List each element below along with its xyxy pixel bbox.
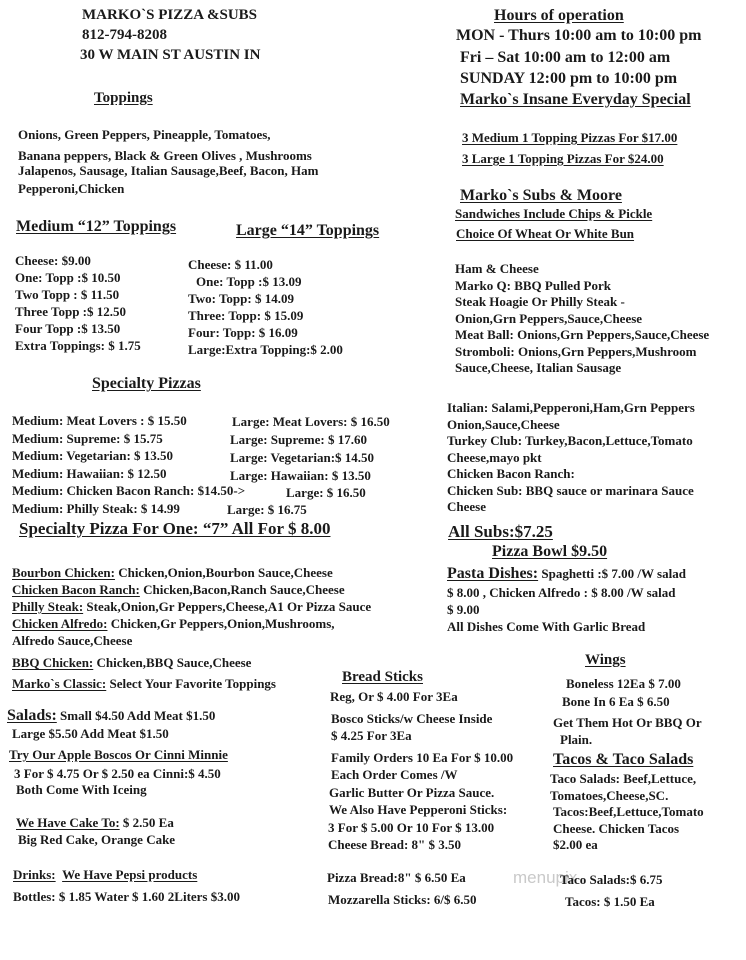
large-price: Cheese: $ 11.00 (188, 257, 273, 272)
watermark: menupix (513, 868, 578, 887)
tacos-item: Taco Salads: Beef,Lettuce, (550, 771, 697, 786)
special-large: 3 Large 1 Topping Pizzas For $24.00 (462, 151, 664, 166)
special-medium: 3 Medium 1 Topping Pizzas For $17.00 (462, 130, 678, 145)
cake-types: Big Red Cake, Orange Cake (18, 832, 176, 847)
large-price-list (188, 256, 343, 358)
subs-list-a (455, 261, 709, 377)
sub-item: Turkey Club: Turkey,Bacon,Lettuce,Tomato (447, 433, 693, 448)
sub-item: Stromboli: Onions,Grn Peppers,Mushroom (455, 343, 697, 359)
address: 30 W MAIN ST AUSTIN IN (80, 47, 261, 63)
toppings-title: Toppings (94, 90, 153, 106)
specialty-large-item: Large: Vegetarian:$ 14.50 (230, 450, 375, 465)
specialty-descriptions (12, 564, 371, 692)
sub-item: Marko Q: BBQ Pulled Pork (455, 277, 611, 293)
breadsticks-item: Family Orders 10 Ea For $ 10.00 (331, 749, 514, 765)
medium-price: Three Topp :$ 12.50 (15, 304, 127, 319)
specialty-medium-item: Medium: Philly Steak: $ 14.99 (12, 500, 180, 516)
sub-item: Chicken Bacon Ranch: (447, 466, 575, 481)
special-title: Marko`s Insane Everyday Special (460, 91, 691, 108)
hours-sunday: SUNDAY 12:00 pm to 10:00 pm (460, 70, 678, 87)
desc-text: Steak,Onion,Gr Peppers,Cheese,A1 Or Pizza Sauce (83, 599, 372, 614)
large-toppings-title: Large “14” Toppings (236, 222, 380, 239)
tacos-item: Tomatoes,Cheese,SC. (550, 787, 669, 803)
specialty-medium-item: Medium: Meat Lovers : $ 15.50 (12, 413, 187, 428)
desc-name: Chicken Alfredo: (12, 616, 108, 631)
toppings-line: Pepperoni,Chicken (18, 181, 125, 196)
tacos-price: Tacos: $ 1.50 Ea (565, 894, 655, 909)
pasta-note: All Dishes Come With Garlic Bread (447, 619, 646, 634)
tacos-title: Tacos & Taco Salads (553, 751, 694, 768)
desc-markos-classic (12, 675, 371, 692)
sub-item: Chicken Sub: BBQ sauce or marinara Sauce (447, 482, 694, 498)
wings-flavors: Get Them Hot Or BBQ Or (553, 715, 702, 730)
mozzarella-sticks-price: Mozzarella Sticks: 6/$ 6.50 (328, 892, 477, 907)
cake-price: $ 2.50 Ea (119, 815, 174, 830)
desc-chicken-alfredo (12, 615, 371, 632)
toppings-list (18, 127, 318, 196)
breadsticks-title: Bread Sticks (342, 669, 423, 685)
medium-price-list (15, 252, 141, 354)
breadsticks-item: Garlic Butter Or Pizza Sauce. (329, 784, 495, 800)
breadsticks-item: $ 4.25 For 3Ea (331, 728, 412, 743)
wings-boneless: Boneless 12Ea $ 7.00 (566, 676, 681, 691)
pasta-spaghetti: Spaghetti :$ 7.00 /W salad (538, 566, 686, 581)
subs-note-chips: Sandwiches Include Chips & Pickle (455, 206, 653, 221)
large-price: Large:Extra Topping:$ 2.00 (188, 342, 343, 357)
subs-title: Marko`s Subs & Moore (460, 187, 622, 204)
breadsticks-item: Each Order Comes /W (331, 767, 458, 782)
specialty-large-item: Large: $ 16.75 (227, 502, 307, 517)
specialty-large-item: Large: Supreme: $ 17.60 (230, 432, 367, 447)
specialty-title: Specialty Pizzas (92, 375, 201, 392)
pizza-bread-price: Pizza Bread:8" $ 6.50 Ea (327, 870, 466, 885)
wings-flavors-cont: Plain. (560, 732, 593, 747)
tacos-list (550, 771, 704, 854)
pasta-list (447, 584, 675, 635)
drinks-line (13, 867, 197, 882)
specialty-large-item: Large: Hawaiian: $ 13.50 (230, 468, 371, 483)
specialty-large-item: Large: $ 16.50 (286, 485, 366, 500)
toppings-line: Jalapenos, Sausage, Italian Sausage,Beef, Bacon, Ham (18, 163, 319, 178)
desc-text: Chicken,BBQ Sauce,Cheese (93, 655, 252, 670)
wings-title: Wings (585, 652, 626, 668)
wings-bone-in: Bone In 6 Ea $ 6.50 (562, 694, 670, 709)
breadsticks-item: Bosco Sticks/w Cheese Inside (331, 710, 493, 726)
salads-title: Salads: (7, 707, 57, 724)
taco-salads-price: Taco Salads:$ 6.75 (560, 872, 663, 887)
drinks-brand: We Have Pepsi products (62, 867, 198, 882)
specialty-medium-item: Medium: Hawaiian: $ 12.50 (12, 465, 167, 481)
large-price: One: Topp :$ 13.09 (196, 274, 302, 289)
subs-list-b (447, 400, 695, 516)
drinks-title: Drinks: (13, 867, 56, 882)
desc-text: Chicken,Bacon,Ranch Sauce,Cheese (139, 582, 345, 597)
specialty-medium-item: Medium: Supreme: $ 15.75 (12, 430, 163, 446)
sub-item: Ham & Cheese (455, 261, 539, 276)
medium-price: Cheese: $9.00 (15, 253, 91, 268)
desc-bbq-chicken (12, 654, 371, 671)
desc-name: Bourbon Chicken: (12, 565, 115, 580)
pasta-first-line (447, 564, 686, 583)
cake-line (16, 815, 174, 830)
salads-line (7, 706, 215, 725)
tacos-item: $2.00 ea (553, 837, 598, 852)
pasta-item: $ 9.00 (447, 602, 480, 617)
breadsticks-list (328, 688, 513, 854)
sub-item: Onion,Sauce,Cheese (447, 416, 560, 432)
pasta-title: Pasta Dishes: (447, 565, 539, 582)
subs-note-bun: Choice Of Wheat Or White Bun (456, 226, 635, 241)
hours-mon-thu: MON - Thurs 10:00 am to 10:00 pm (456, 27, 702, 44)
hours-fri-sat: Fri – Sat 10:00 am to 12:00 am (460, 49, 671, 66)
breadsticks-item: Reg, Or $ 4.00 For 3Ea (330, 689, 458, 704)
toppings-line: Onions, Green Peppers, Pineapple, Tomatoes, (18, 127, 271, 142)
sub-item: Sauce,Cheese, Italian Sausage (455, 360, 622, 375)
medium-price: One: Topp :$ 10.50 (15, 270, 121, 285)
salads-small: Small $4.50 Add Meat $1.50 (56, 708, 216, 723)
boscos-title: Try Our Apple Boscos Or Cinni Minnie (9, 747, 228, 762)
desc-name: Chicken Bacon Ranch: (12, 582, 140, 597)
sub-item: Steak Hoagie Or Philly Steak - (455, 294, 625, 309)
boscos-note: Both Come With Iceing (16, 782, 147, 797)
specialty-large-item: Large: Meat Lovers: $ 16.50 (232, 414, 390, 429)
medium-price: Two Topp : $ 11.50 (15, 287, 120, 302)
desc-name: Philly Steak: (12, 599, 84, 614)
desc-text: Select Your Favorite Toppings (106, 676, 276, 691)
desc-bourbon-chicken (12, 564, 371, 581)
boscos-price: 3 For $ 4.75 Or $ 2.50 ea Cinni:$ 4.50 (14, 766, 221, 781)
tacos-item: Cheese. Chicken Tacos (553, 820, 680, 836)
tacos-item: Tacos:Beef,Lettuce,Tomato (553, 804, 704, 819)
sub-item: Cheese,mayo pkt (447, 449, 542, 465)
large-price: Three: Topp: $ 15.09 (188, 308, 304, 323)
sub-item: Onion,Grn Peppers,Sauce,Cheese (455, 310, 643, 326)
breadsticks-item: Cheese Bread: 8" $ 3.50 (328, 837, 461, 852)
salads-large: Large $5.50 Add Meat $1.50 (12, 726, 169, 741)
specialty-for-one: Specialty Pizza For One: “7” All For $ 8.00 (19, 519, 331, 538)
desc-chicken-bacon-ranch (12, 581, 371, 598)
breadsticks-item: 3 For $ 5.00 Or 10 For $ 13.00 (328, 819, 495, 835)
sub-item: Cheese (447, 499, 486, 514)
restaurant-name: MARKO`S PIZZA &SUBS (82, 7, 258, 23)
sub-item: Italian: Salami,Pepperoni,Ham,Grn Peppers (447, 400, 695, 415)
hours-title: Hours of operation (494, 7, 624, 24)
desc-text: Alfredo Sauce,Cheese (12, 633, 133, 648)
desc-text: Chicken,Onion,Bourbon Sauce,Cheese (114, 565, 333, 580)
phone-number: 812-794-8208 (82, 27, 167, 43)
desc-philly-steak (12, 598, 371, 615)
desc-chicken-alfredo-cont (12, 632, 371, 649)
pizza-bowl-price: Pizza Bowl $9.50 (492, 543, 608, 560)
large-price: Two: Topp: $ 14.09 (188, 291, 294, 306)
specialty-medium-list (12, 412, 245, 517)
large-price: Four: Topp: $ 16.09 (188, 325, 298, 340)
medium-price: Extra Toppings: $ 1.75 (15, 338, 141, 353)
pasta-item: $ 8.00 , Chicken Alfredo : $ 8.00 /W salad (447, 585, 676, 600)
specialty-medium-item: Medium: Vegetarian: $ 13.50 (12, 448, 174, 463)
toppings-line: Banana peppers, Black & Green Olives , Mushrooms (18, 148, 312, 163)
drinks-prices: Bottles: $ 1.85 Water $ 1.60 2Liters $3.00 (13, 889, 240, 904)
breadsticks-item: We Also Have Pepperoni Sticks: (329, 802, 508, 817)
medium-price: Four Topp :$ 13.50 (15, 321, 121, 336)
desc-text: Chicken,Gr Peppers,Onion,Mushrooms, (107, 616, 335, 631)
all-subs-price: All Subs:$7.25 (448, 522, 553, 541)
desc-name: Marko`s Classic: (12, 676, 107, 691)
cake-title: We Have Cake To: (16, 815, 120, 830)
sub-item: Meat Ball: Onions,Grn Peppers,Sauce,Cheese (455, 327, 710, 342)
medium-toppings-title: Medium “12” Toppings (16, 218, 177, 235)
specialty-medium-item: Medium: Chicken Bacon Ranch: $14.50-> (12, 483, 246, 498)
desc-name: BBQ Chicken: (12, 655, 94, 670)
